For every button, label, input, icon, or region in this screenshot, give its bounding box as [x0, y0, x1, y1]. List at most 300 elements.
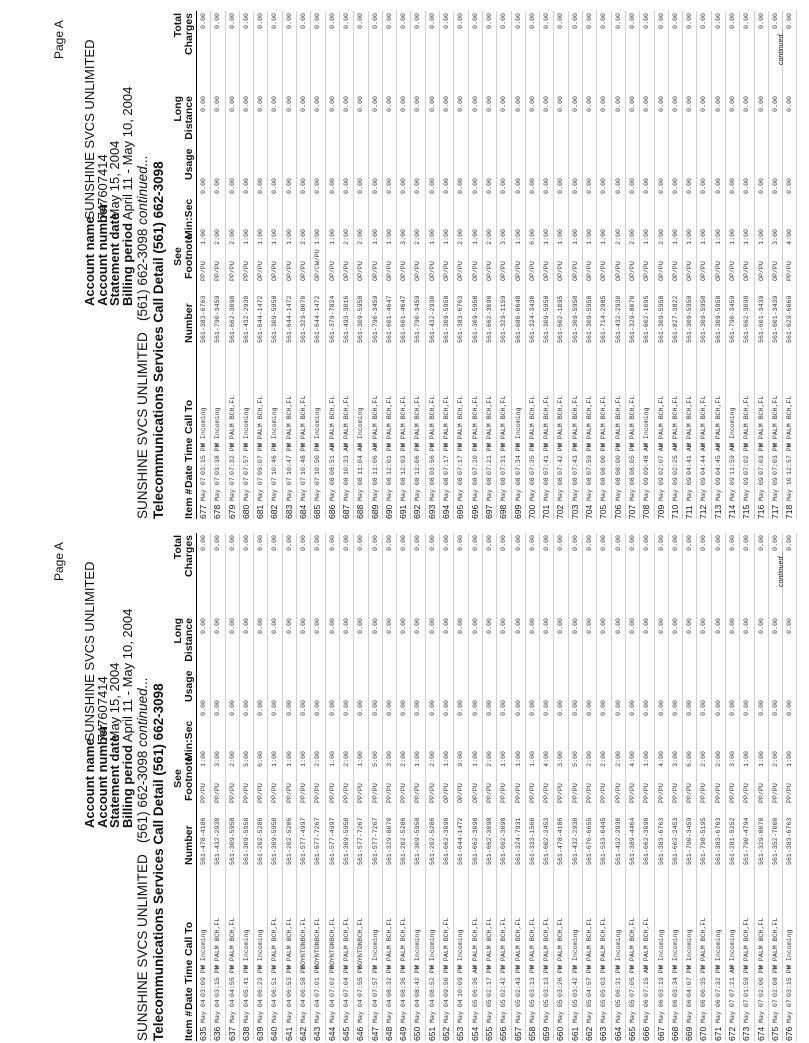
cell-date: May 04	[200, 999, 207, 1023]
cell-usage: 0.00	[385, 700, 393, 716]
cell-number: 561-309-5958	[657, 295, 665, 343]
cell-time: 07:04 PM	[342, 965, 350, 997]
header-date: Date	[182, 987, 195, 1010]
cell-number: 561-790-3459	[414, 295, 422, 343]
cell-minsec: 1:00	[300, 751, 308, 767]
account-name-label: Account name	[82, 216, 97, 306]
table-row	[612, 533, 626, 1041]
cell-total: 0.00	[728, 535, 736, 551]
cell-number: 561-798-5195	[700, 817, 708, 865]
cell-call-to: W PALM BCH,FL	[757, 917, 765, 969]
table-row	[669, 533, 683, 1041]
cell-long-distance: 0.00	[485, 96, 493, 112]
cell-date: May 05	[628, 999, 636, 1023]
cell-footnote: OP/PU	[528, 261, 536, 281]
cell-minsec: 2:00	[214, 229, 222, 245]
cell-date: May 10	[786, 477, 794, 501]
cell-footnote: OP/PU	[586, 261, 594, 281]
cell-long-distance: 0.00	[786, 96, 794, 112]
cell-usage: 0.00	[214, 700, 222, 716]
company-name: SUNSHINE SVCS UNLIMITED	[135, 332, 150, 519]
cell-minsec: 1:00	[285, 751, 293, 767]
cell-date: May 04	[414, 999, 422, 1023]
cell-usage: 0.00	[600, 178, 608, 194]
account-info	[84, 40, 134, 307]
cell-time: 03:13 PM	[528, 965, 536, 997]
cell-usage: 0.00	[285, 700, 293, 716]
cell-usage: 0.00	[514, 178, 522, 194]
cell-long-distance: 0.00	[628, 96, 636, 112]
cell-item: 702	[555, 504, 566, 519]
cell-total: 0.00	[786, 535, 794, 551]
table-row	[740, 11, 754, 519]
cell-total: 0.00	[314, 13, 322, 29]
cell-usage: 0.00	[700, 700, 708, 716]
cell-call-to: W PALM BCH,FL	[671, 395, 679, 447]
cell-time: 10:33 AM	[342, 443, 350, 475]
table-row	[540, 533, 554, 1041]
cell-call-to: W PALM BCH,FL	[228, 917, 236, 969]
cell-footnote: PP/PU	[714, 783, 722, 803]
header-item: Item #	[182, 1010, 195, 1041]
cell-total: 0.00	[371, 535, 379, 551]
cell-total: 0.00	[242, 535, 250, 551]
cell-call-to: W PALM BCH,FL	[328, 395, 336, 447]
table-row	[254, 533, 268, 1041]
cell-call-to: W Incoming	[457, 929, 465, 969]
cell-total: 0.00	[514, 535, 522, 551]
cell-footnote: PP/PU	[485, 783, 493, 803]
cell-time: 02:43 PM	[514, 965, 522, 997]
cell-item: 687	[340, 504, 351, 519]
footer-continued: continued...	[778, 550, 785, 587]
cell-total: 0.00	[385, 13, 393, 29]
cell-footnote: OP/PU	[328, 261, 336, 281]
cell-footnote: OP/PU	[557, 261, 565, 281]
cell-long-distance: 0.00	[357, 618, 365, 634]
cell-minsec: 2:00	[342, 751, 350, 767]
cell-long-distance: 0.00	[757, 618, 765, 634]
cell-total: 0.00	[614, 535, 622, 551]
cell-minsec: 1:00	[328, 229, 336, 245]
cell-item: 677	[198, 504, 208, 519]
table-body	[197, 533, 797, 1041]
cell-item: 662	[584, 1026, 595, 1041]
cell-date: May 08	[485, 477, 493, 501]
cell-date: May 05	[614, 999, 622, 1023]
cell-number: 561-602-2453	[543, 817, 551, 865]
cell-number: 561-644-1472	[314, 295, 322, 343]
cell-item: 653	[455, 1026, 466, 1041]
cell-time: 03:34 PM	[671, 965, 679, 997]
cell-time: 06:36 AM	[471, 965, 479, 997]
cell-usage: 0.00	[300, 178, 308, 194]
cell-date: May 08	[414, 477, 422, 501]
cell-footnote: OP/PU	[714, 261, 722, 281]
cell-usage: 0.00	[571, 178, 579, 194]
cell-minsec: 1:00	[471, 751, 479, 767]
cell-total: 0.00	[428, 535, 436, 551]
cell-total: 0.00	[285, 13, 293, 29]
cell-call-to: W PALM BCH,FL	[571, 395, 579, 447]
table-row	[469, 533, 483, 1041]
cell-number: 561-329-1159	[500, 295, 508, 343]
cell-item: 643	[312, 1026, 323, 1041]
table-row	[197, 11, 211, 519]
table-row	[354, 11, 368, 519]
cell-number: 561-662-3098	[500, 817, 508, 865]
cell-usage: 0.00	[728, 700, 736, 716]
cell-long-distance: 0.00	[771, 96, 779, 112]
cell-number: 561-383-6763	[457, 295, 465, 343]
header-number: Number	[182, 303, 195, 343]
cell-footnote: OP/PU	[457, 783, 465, 803]
account-name-label: Account name	[82, 738, 97, 828]
cell-long-distance: 0.00	[600, 96, 608, 112]
cell-number: 561-329-8070	[757, 817, 765, 865]
cell-total: 0.00	[471, 13, 479, 29]
table-row	[726, 533, 740, 1041]
cell-footnote: PP/PU	[786, 261, 794, 281]
cell-minsec: 2:00	[657, 229, 665, 245]
cell-item: 645	[340, 1026, 351, 1041]
cell-item: 690	[383, 504, 394, 519]
cell-number: 561-601-3439	[771, 295, 779, 343]
cell-long-distance: 0.00	[428, 618, 436, 634]
cell-time: 11:06 AM	[371, 443, 379, 475]
cell-minsec: 2:00	[628, 229, 636, 245]
cell-number: 561-644-1472	[457, 817, 465, 865]
cell-call-to: W PALM BCH,FL	[614, 395, 622, 447]
header-item: Item #	[182, 488, 195, 519]
cell-usage: 0.00	[200, 178, 207, 194]
cell-minsec: 2:00	[300, 229, 308, 245]
cell-minsec: 3:00	[771, 229, 779, 245]
cell-long-distance: 0.00	[328, 96, 336, 112]
cell-number: 561-577-7267	[357, 817, 365, 865]
cell-total: 0.00	[657, 13, 665, 29]
cell-usage: 0.00	[671, 178, 679, 194]
cell-item: 638	[240, 1026, 251, 1041]
cell-date: May 05	[528, 999, 536, 1023]
cell-call-to: W PALM BCH,FL	[528, 917, 536, 969]
cell-minsec: 2:00	[342, 229, 350, 245]
cell-long-distance: 0.00	[500, 618, 508, 634]
cell-call-to: W Incoming	[200, 929, 207, 969]
cell-usage: 0.00	[457, 178, 465, 194]
header-time: Time	[182, 959, 195, 984]
cell-usage: 0.00	[728, 178, 736, 194]
cell-usage: 0.00	[457, 700, 465, 716]
cell-date: May 08	[400, 477, 408, 501]
cell-usage: 0.00	[528, 700, 536, 716]
cell-long-distance: 0.00	[228, 96, 236, 112]
cell-item: 684	[298, 504, 309, 519]
cell-date: May 07	[200, 477, 207, 501]
cell-item: 666	[641, 1026, 652, 1041]
cell-time: 03:19 PM	[657, 965, 665, 997]
table-row	[569, 11, 583, 519]
cell-usage: 0.00	[543, 178, 551, 194]
table-row	[440, 11, 454, 519]
cell-item: 651	[426, 1026, 437, 1041]
cell-total: 0.00	[786, 13, 794, 29]
cell-call-to: W PALM BCH,FL	[628, 917, 636, 969]
cell-minsec: 1:00	[686, 229, 694, 245]
cell-item: 683	[283, 504, 294, 519]
cell-usage: 0.00	[757, 700, 765, 716]
cell-footnote: PP/PU	[414, 783, 422, 803]
cell-date: May 09	[743, 477, 751, 501]
table-row	[497, 11, 511, 519]
cell-call-to: W PALM BCH,FL	[285, 917, 293, 969]
cell-usage: 0.00	[314, 178, 322, 194]
cell-number: 561-478-4186	[557, 817, 565, 865]
table-row	[697, 533, 711, 1041]
cell-time: 10:46 PM	[271, 443, 279, 475]
cell-item: 704	[584, 504, 595, 519]
cell-date: May 05	[543, 999, 551, 1023]
cell-long-distance: 0.00	[242, 96, 250, 112]
cell-date: May 08	[628, 477, 636, 501]
table-row	[426, 11, 440, 519]
header-date: Date	[182, 465, 195, 488]
cell-footnote: PP/PU	[214, 783, 222, 803]
cell-long-distance: 0.00	[257, 618, 265, 634]
page-label: Page A	[52, 20, 66, 59]
cell-item: 706	[612, 504, 623, 519]
cell-call-to: W PALM BCH,FL	[443, 395, 451, 447]
cell-usage: 0.00	[500, 178, 508, 194]
cell-long-distance: 0.00	[271, 96, 279, 112]
table-row	[383, 11, 397, 519]
cell-total: 0.00	[485, 535, 493, 551]
cell-time: 08:32 PM	[385, 965, 393, 997]
cell-date: May 08	[557, 477, 565, 501]
cell-total: 0.00	[686, 13, 694, 29]
cell-call-to: W PALM BCH,FL	[743, 917, 751, 969]
cell-minsec: 2:00	[400, 751, 408, 767]
cell-date: May 05	[571, 999, 579, 1023]
cell-date: May 08	[428, 477, 436, 501]
cell-time: 03:09 PM	[200, 965, 207, 997]
company-phone: (561) 662-3098	[135, 750, 150, 843]
cell-date: May 08	[600, 477, 608, 501]
cell-number: 561-827-3822	[671, 295, 679, 343]
cell-total: 0.00	[628, 535, 636, 551]
cell-long-distance: 0.00	[443, 96, 451, 112]
cell-time: 08:42 PM	[414, 965, 422, 997]
cell-item: 672	[726, 1026, 737, 1041]
cell-time: 03:15 PM	[200, 443, 207, 475]
cell-item: 646	[355, 1026, 366, 1041]
table-row	[483, 11, 497, 519]
cell-usage: 0.00	[700, 178, 708, 194]
cell-call-to: W Incoming	[728, 407, 736, 447]
table-row	[268, 533, 282, 1041]
cell-call-to: W Incoming	[571, 929, 579, 969]
header-usage: Usage	[182, 148, 195, 180]
cell-time: 07:41 PM	[543, 443, 551, 475]
cell-footnote: PP/PU	[400, 783, 408, 803]
cell-date: May 08	[571, 477, 579, 501]
header-time: Time	[182, 437, 195, 462]
table-row	[526, 11, 540, 519]
cell-number: 561-383-6763	[200, 295, 207, 343]
cell-date: May 06	[714, 999, 722, 1023]
cell-minsec: 1:00	[586, 229, 594, 245]
cell-long-distance: 0.00	[543, 96, 551, 112]
cell-total: 0.00	[543, 535, 551, 551]
cell-footnote: PP/PU	[314, 783, 322, 803]
cell-call-to: W PALM BCH,FL	[514, 917, 522, 969]
cell-total: 0.00	[242, 13, 250, 29]
cell-footnote: PP/PU	[543, 783, 551, 803]
cell-call-to: W PALM BCH,FL	[700, 917, 708, 969]
cell-date: May 05	[500, 999, 508, 1023]
account-number-label: Account number	[94, 202, 110, 306]
cell-item: 691	[398, 504, 409, 519]
cell-usage: 0.00	[228, 700, 236, 716]
cell-call-to: W PALM BCH,FL	[586, 395, 594, 447]
cell-minsec: 2:00	[428, 751, 436, 767]
cell-number: 561-309-5958	[471, 295, 479, 343]
cell-time: 07:43 PM	[571, 443, 579, 475]
cell-item: 661	[569, 1026, 580, 1041]
cell-item: 688	[355, 504, 366, 519]
cell-number: 561-309-5958	[357, 295, 365, 343]
cell-long-distance: 0.00	[543, 618, 551, 634]
table-row	[497, 533, 511, 1041]
cell-call-to: W PALM BCH,FL	[371, 395, 379, 447]
cell-date: May 04	[428, 999, 436, 1023]
cell-long-distance: 0.00	[686, 618, 694, 634]
cell-call-to: W PALM BCH,FL	[228, 395, 236, 447]
cell-date: May 08	[357, 477, 365, 501]
cell-footnote: OP/PU	[571, 261, 579, 281]
table-row	[369, 11, 383, 519]
cell-call-to: W PALM BCH,FL	[586, 917, 594, 969]
billing-period: April 11 - May 10, 2004	[119, 86, 135, 221]
cell-time: 02:00 PM	[757, 965, 765, 997]
cell-call-to: W PALM BCH,FL	[385, 395, 393, 447]
cell-call-to: W PALM BCH,FL	[285, 395, 293, 447]
cell-total: 0.00	[357, 535, 365, 551]
cell-number: 561-644-1472	[285, 295, 293, 343]
cell-item: 709	[655, 504, 666, 519]
cell-call-to: W PALM BCH,FL	[600, 395, 608, 447]
cell-call-to: W Incoming	[671, 929, 679, 969]
cell-long-distance: 0.00	[471, 96, 479, 112]
cell-usage: 0.00	[214, 178, 222, 194]
cell-number: 561-309-5958	[543, 295, 551, 343]
cell-time: 02:08 PM	[771, 965, 779, 997]
table-row	[369, 533, 383, 1041]
cell-number: 561-324-3430	[528, 295, 536, 343]
cell-number: 561-602-1095	[557, 295, 565, 343]
cell-footnote: PP/PU	[357, 783, 365, 803]
cell-minsec: 1:00	[728, 229, 736, 245]
cell-total: 0.00	[342, 535, 350, 551]
cell-number: 561-383-6763	[786, 817, 794, 865]
cell-long-distance: 0.00	[571, 96, 579, 112]
table-row	[397, 533, 411, 1041]
cell-number: 561-432-2930	[428, 295, 436, 343]
statement-date-label: Statement date	[107, 212, 122, 306]
cell-time: 07:01 PM	[314, 965, 322, 997]
cell-footnote: PP/PU	[285, 783, 293, 803]
table-row	[626, 11, 640, 519]
table-row	[397, 11, 411, 519]
cell-footnote: OP/PU	[614, 261, 622, 281]
cell-item: 718	[784, 504, 795, 519]
table-row	[740, 533, 754, 1041]
cell-date: May 08	[471, 477, 479, 501]
cell-long-distance: 0.00	[200, 618, 207, 634]
table-row	[569, 533, 583, 1041]
cell-time: 04:45 AM	[714, 443, 722, 475]
table-row	[712, 533, 726, 1041]
cell-number: 561-379-7824	[328, 295, 336, 343]
billing-period: April 11 - May 10, 2004	[119, 608, 135, 743]
cell-date: May 09	[700, 477, 708, 501]
cell-date: May 09	[728, 477, 736, 501]
cell-total: 0.00	[571, 535, 579, 551]
cell-total: 0.00	[285, 535, 293, 551]
cell-usage: 0.00	[557, 700, 565, 716]
cell-minsec: 6:00	[257, 751, 265, 767]
cell-time: 07:32 PM	[228, 443, 236, 475]
account-number-label: Account number	[94, 724, 110, 828]
cell-footnote: OP/PU	[471, 261, 479, 281]
cell-long-distance: 0.00	[357, 96, 365, 112]
table-row	[540, 11, 554, 519]
cell-time: 07:57 PM	[242, 443, 250, 475]
cell-number: 561-202-5286	[285, 817, 293, 865]
cell-call-to: W PALM BCH,FL	[557, 395, 565, 447]
cell-footnote: PP/PU	[657, 783, 665, 803]
cell-number: 561-383-6763	[657, 817, 665, 865]
cell-date: May 05	[586, 999, 594, 1023]
cell-usage: 0.00	[514, 700, 522, 716]
cell-date: May 05	[514, 999, 522, 1023]
cell-number: 561-662-3098	[228, 295, 236, 343]
cell-date: May 09	[757, 477, 765, 501]
table-row	[683, 533, 697, 1041]
cell-item: 640	[269, 1026, 280, 1041]
cell-minsec: 2:00	[485, 229, 493, 245]
cell-item: 711	[684, 505, 695, 519]
cell-time: 06:53 PM	[285, 965, 293, 997]
cell-item: 715	[741, 504, 752, 519]
cell-number: 561-329-8070	[385, 817, 393, 865]
cell-long-distance: 0.00	[557, 96, 565, 112]
table-body	[197, 11, 797, 519]
cell-minsec: 2:00	[714, 751, 722, 767]
cell-minsec: 1:00	[257, 229, 265, 245]
cell-total: 0.00	[342, 13, 350, 29]
continued-label: continued...	[135, 155, 150, 225]
cell-total: 0.00	[214, 13, 222, 29]
cell-long-distance: 0.00	[628, 618, 636, 634]
cell-item: 678	[212, 504, 223, 519]
cell-long-distance: 0.00	[500, 96, 508, 112]
cell-footnote: PP/PU	[643, 783, 651, 803]
account-name: SUNSHINE SVCS UNLIMITED	[82, 39, 97, 220]
cell-date: May 08	[371, 477, 379, 501]
cell-minsec: 1:00	[643, 229, 651, 245]
cell-time: 02:42 PM	[500, 965, 508, 997]
